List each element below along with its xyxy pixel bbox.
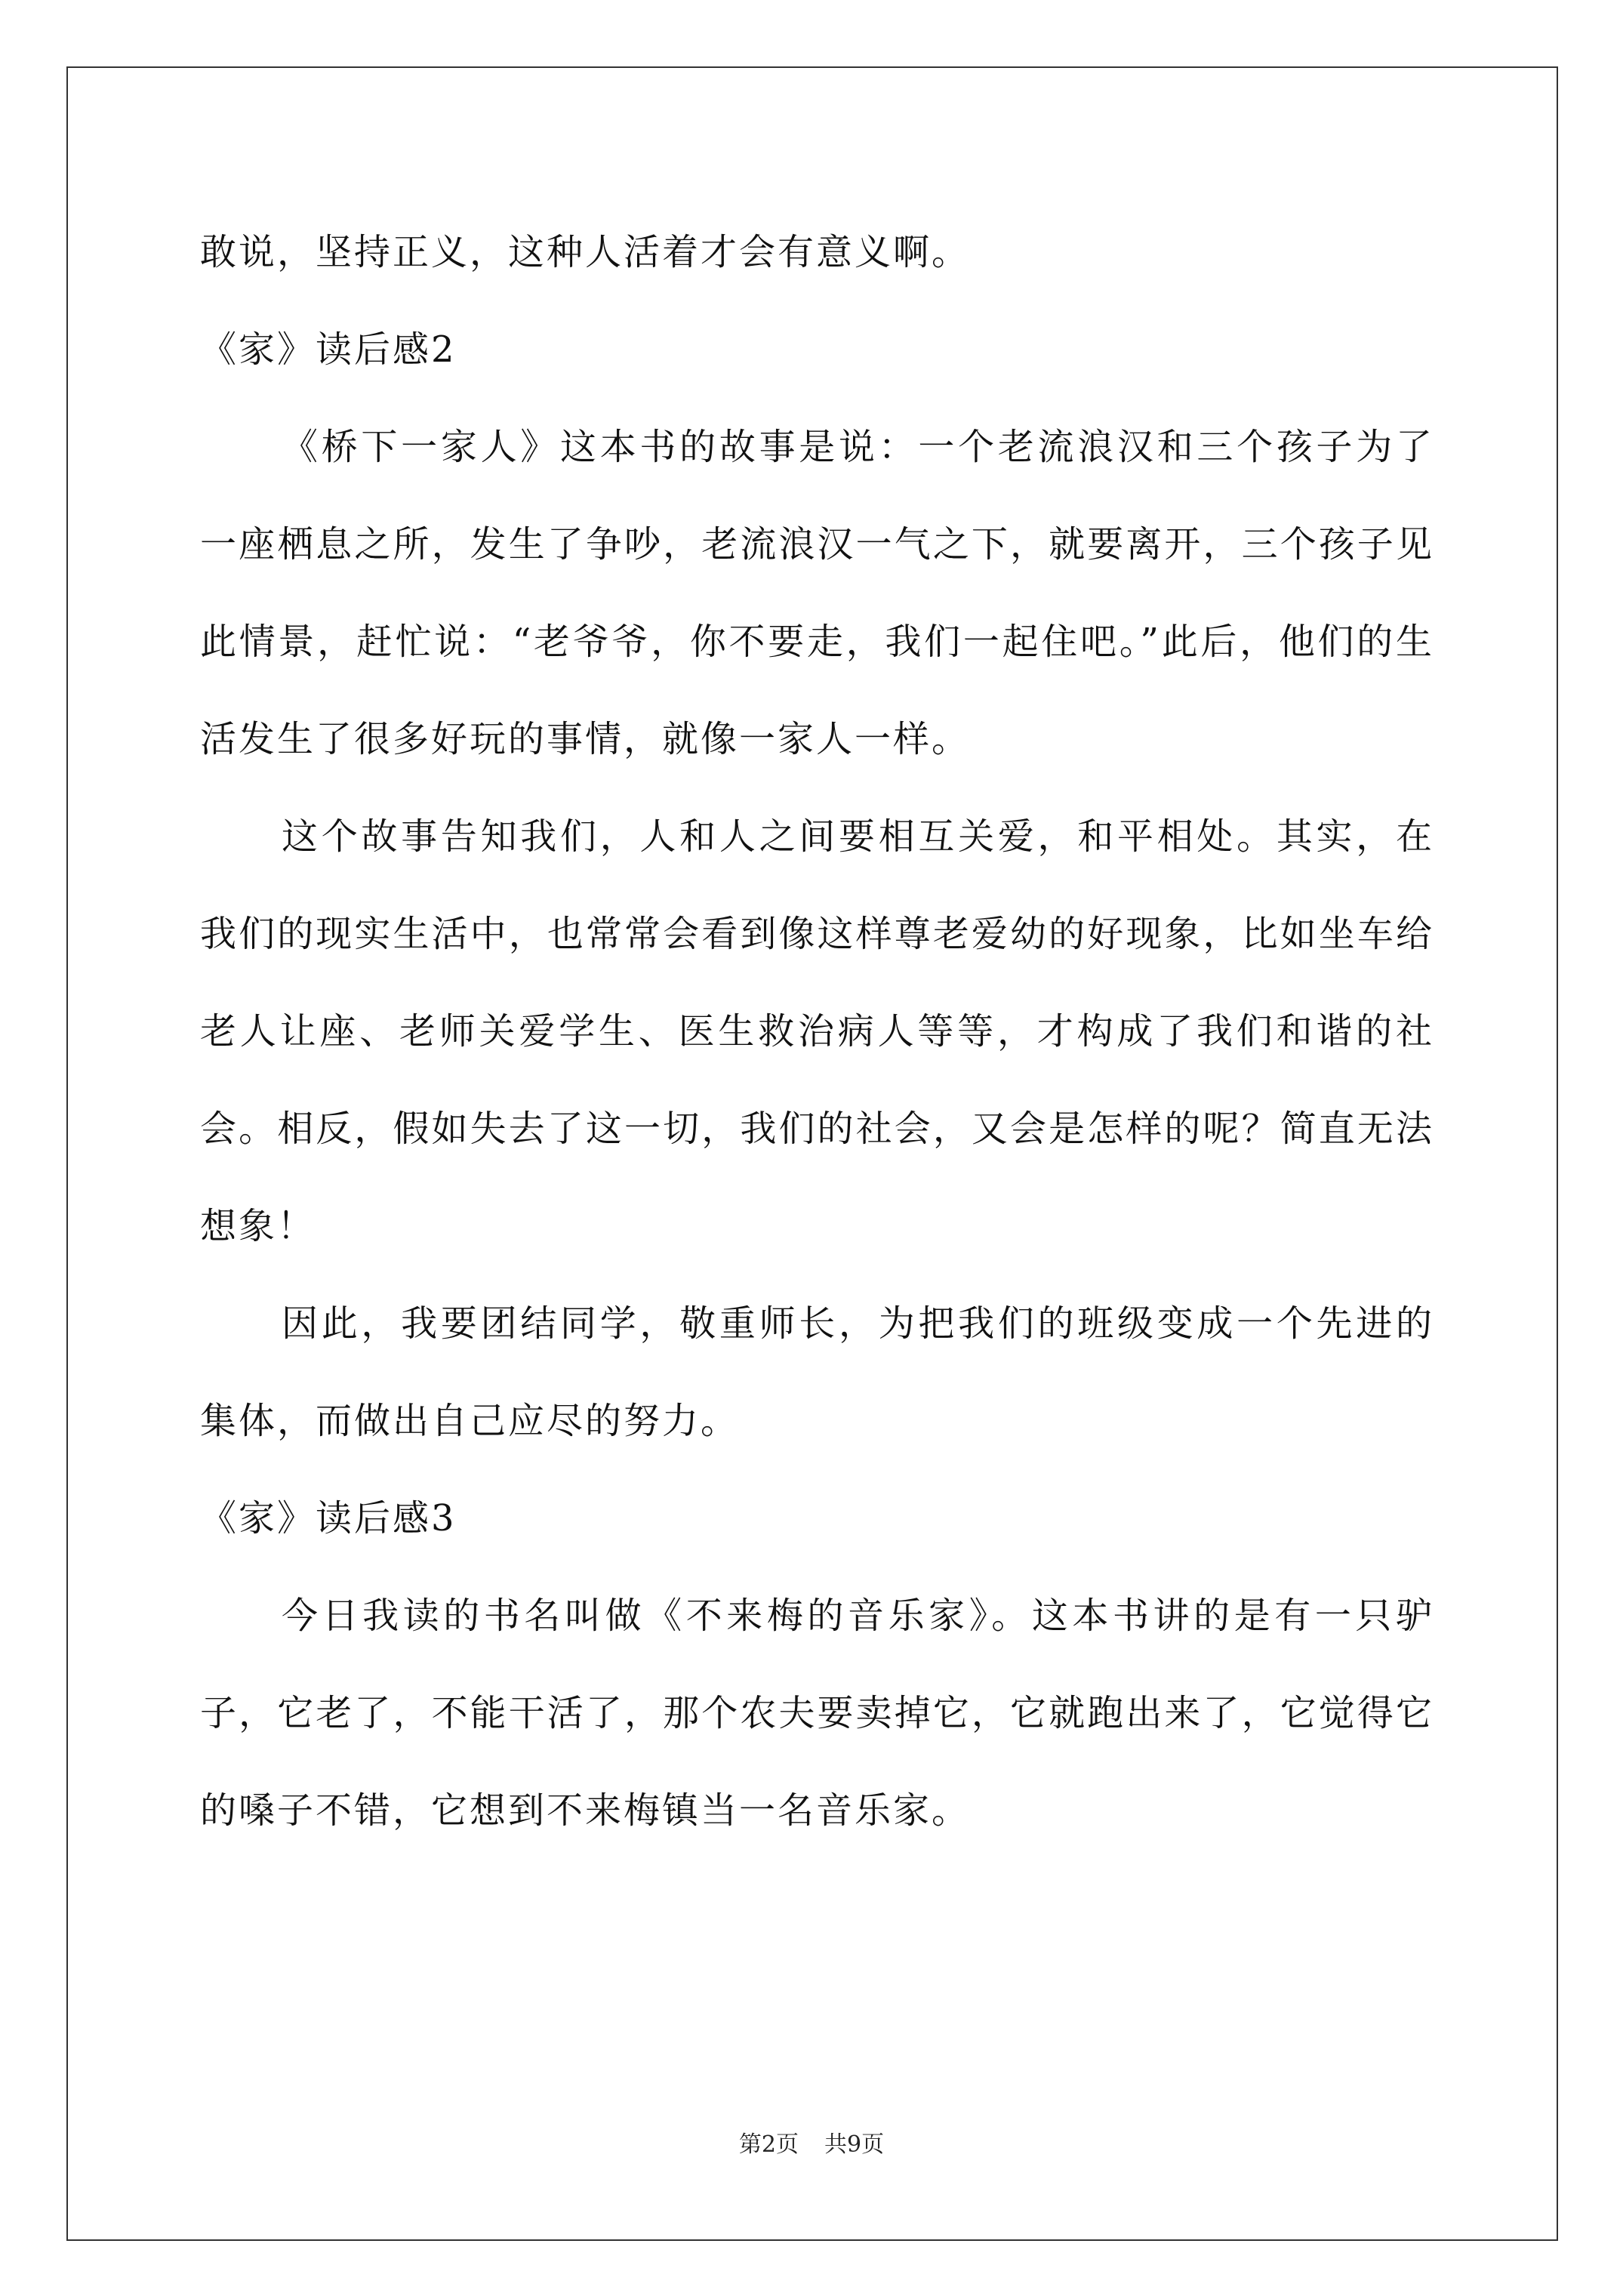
paragraph-story-summary: 《桥下一家人》这本书的故事是说：一个老流浪汉和三个孩子为了一座栖息之所，发生了争吵，老流浪汉一气之下，就要离开，三个孩子见此情景，赶忙说：“老爷爷，你不要走，我们一起住吧。”此后，他们的生活发生了很多好玩的事情，就像一家人一样。 — [200, 426, 1434, 760]
paragraph-resolution: 因此，我要团结同学，敬重师长，为把我们的班级变成一个先进的集体，而做出自己应尽的努力。 — [200, 1302, 1434, 1442]
total-pages: 共9页 — [824, 2131, 885, 2158]
paragraph-bremen-musicians: 今日我读的书名叫做《不来梅的音乐家》。这本书讲的是有一只驴子，它老了，不能干活了，那个农夫要卖掉它，它就跑出来了，它觉得它的嗓子不错，它想到不来梅镇当一名音乐家。 — [200, 1595, 1434, 1832]
paragraph-continuation: 敢说，坚持正义，这种人活着才会有意义啊。 — [200, 231, 971, 273]
document-body — [200, 204, 1434, 1860]
paragraph-lesson: 这个故事告知我们，人和人之间要相互关爱，和平相处。其实，在我们的现实生活中，也常常会看到像这样尊老爱幼的好现象，比如坐车给老人让座、老师关爱学生、医生救治病人等等，才构成了我们和谐的社会。相反，假如失去了这一切，我们的社会，又会是怎样的呢？简直无法想象！ — [200, 815, 1434, 1247]
section-heading-3: 《家》读后感3 — [200, 1497, 457, 1539]
page-number: 第2页 — [738, 2131, 799, 2158]
page-footer — [0, 2125, 1623, 2159]
section-heading-2: 《家》读后感2 — [200, 328, 457, 371]
